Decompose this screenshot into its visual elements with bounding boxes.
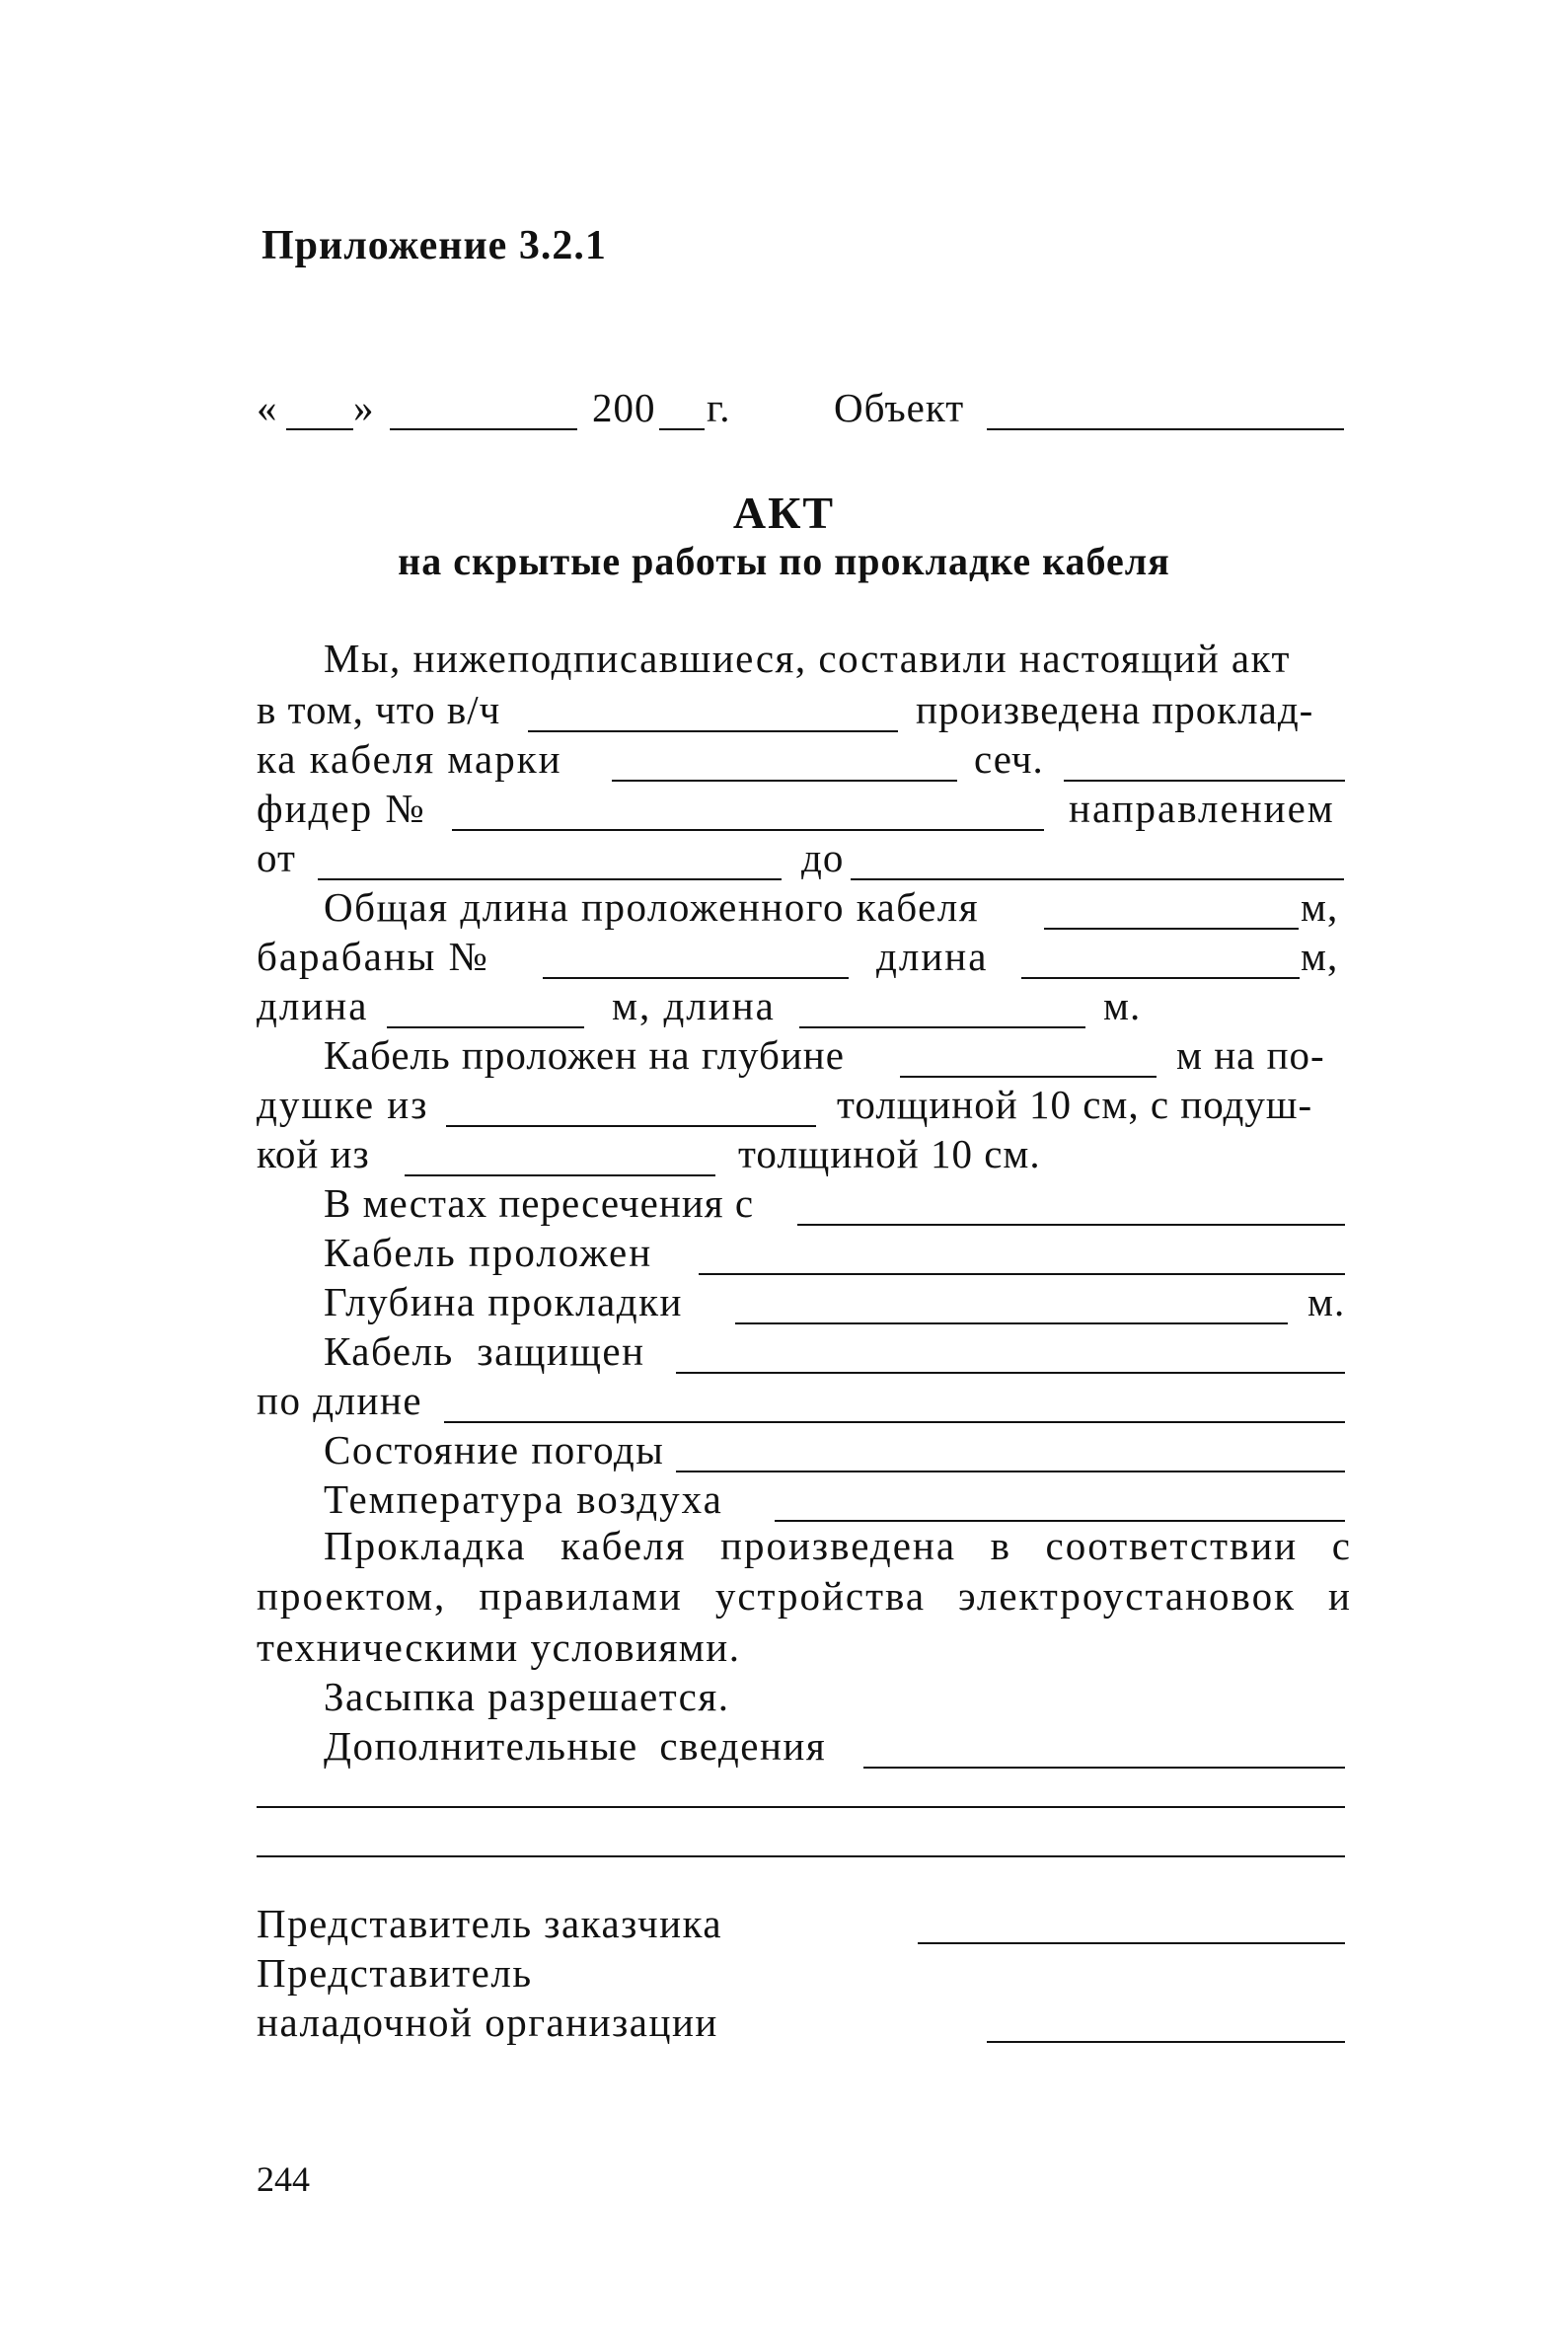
crossing-blank: [797, 1224, 1345, 1226]
to-blank: [851, 878, 1344, 880]
body-line-10b: толщиной 10 см, с подуш-: [837, 1082, 1313, 1127]
cover-label: кой из: [257, 1131, 370, 1176]
laying-depth-label: Глубина прокладки: [324, 1279, 683, 1324]
document-title: АКТ: [732, 488, 836, 538]
total-length-unit: м,: [1301, 884, 1339, 930]
commissioning-org-label: наладочной организации: [257, 1999, 718, 2045]
object-label: Объект: [834, 385, 965, 430]
drums-blank: [543, 977, 849, 979]
body-line-11b: толщиной 10 см.: [738, 1131, 1041, 1176]
document-subtitle: на скрытые работы по прокладке кабеля: [398, 539, 1170, 583]
customer-rep-label: Представитель заказчика: [257, 1901, 723, 1946]
body-line-1: Мы, нижеподписавшиеся, составили настоящий акт: [324, 636, 1291, 681]
page-number: 244: [257, 2159, 310, 2199]
body-line-2b: произведена проклад-: [916, 687, 1314, 732]
drum-length-blank: [1021, 977, 1300, 979]
compliance-paragraph: [257, 1521, 1352, 1622]
date-open-quote: «: [257, 385, 278, 430]
along-length-blank: [444, 1421, 1345, 1423]
customer-signature-line: [918, 1942, 1345, 1944]
unit-label: в том, что в/ч: [257, 687, 501, 732]
commissioning-rep-label: Представитель: [257, 1950, 533, 1996]
laying-depth-blank: [735, 1322, 1288, 1324]
appendix-label: Приложение 3.2.1: [261, 223, 607, 268]
length-blank-1: [387, 1026, 584, 1028]
weather-label: Состояние погоды: [324, 1427, 665, 1472]
cable-brand-label: ка кабеля марки: [257, 736, 562, 782]
section-label: сеч.: [974, 736, 1044, 782]
total-length-label: Общая длина проложенного кабеля: [324, 884, 980, 930]
length-unit: м.: [1103, 983, 1142, 1028]
weather-blank: [676, 1471, 1345, 1472]
length-blank-2: [799, 1026, 1085, 1028]
year-prefix: 200: [592, 385, 656, 430]
object-blank: [987, 428, 1344, 430]
protected-blank: [676, 1372, 1345, 1374]
depth-blank: [900, 1076, 1157, 1078]
commissioning-signature-line: [987, 2041, 1345, 2043]
length-label-2: м, длина: [612, 983, 776, 1028]
date-close-quote: »: [353, 385, 375, 430]
section-blank: [1064, 780, 1345, 782]
year-suffix: г.: [707, 385, 731, 430]
feeder-blank: [452, 829, 1044, 831]
day-blank: [286, 428, 353, 430]
crossing-label: В местах пересечения с: [324, 1180, 755, 1226]
drum-length-unit: м,: [1301, 934, 1339, 979]
from-blank: [318, 878, 782, 880]
cable-brand-blank: [612, 780, 957, 782]
additional-info-line-3: [257, 1855, 1345, 1857]
total-length-blank: [1044, 928, 1299, 930]
additional-info-line-2: [257, 1806, 1345, 1808]
cable-laid-blank: [699, 1273, 1345, 1275]
backfill-allowed: Засыпка разрешается.: [324, 1674, 730, 1719]
to-label: до: [801, 835, 845, 880]
additional-info-label: Дополнительные сведения: [324, 1723, 827, 1769]
body-line-9b: м на по-: [1176, 1032, 1325, 1078]
compliance-paragraph-end: техническими условиями.: [257, 1624, 741, 1670]
protected-label: Кабель защищен: [324, 1328, 645, 1374]
unit-blank: [528, 730, 898, 732]
laying-depth-unit: м.: [1307, 1279, 1346, 1324]
from-label: от: [257, 835, 296, 880]
cushion-blank: [446, 1125, 816, 1127]
drum-length-label: длина: [876, 934, 989, 979]
cushion-label: душке из: [257, 1082, 429, 1127]
additional-info-blank: [863, 1767, 1345, 1769]
cover-blank: [405, 1174, 715, 1176]
cable-laid-label: Кабель проложен: [324, 1230, 653, 1275]
length-label-1: длина: [257, 983, 369, 1028]
drums-label: барабаны №: [257, 934, 489, 979]
along-length-label: по длине: [257, 1378, 423, 1423]
month-blank: [390, 428, 577, 430]
feeder-label: фидер №: [257, 786, 426, 831]
compliance-text: Прокладка кабеля произведена в соответствии с проектом, правилами устройства электроустановок и: [257, 1523, 1352, 1619]
direction-label: направлением: [1069, 786, 1335, 831]
depth-label: Кабель проложен на глубине: [324, 1032, 845, 1078]
temperature-label: Температура воздуха: [324, 1476, 723, 1522]
year-blank: [659, 428, 705, 430]
